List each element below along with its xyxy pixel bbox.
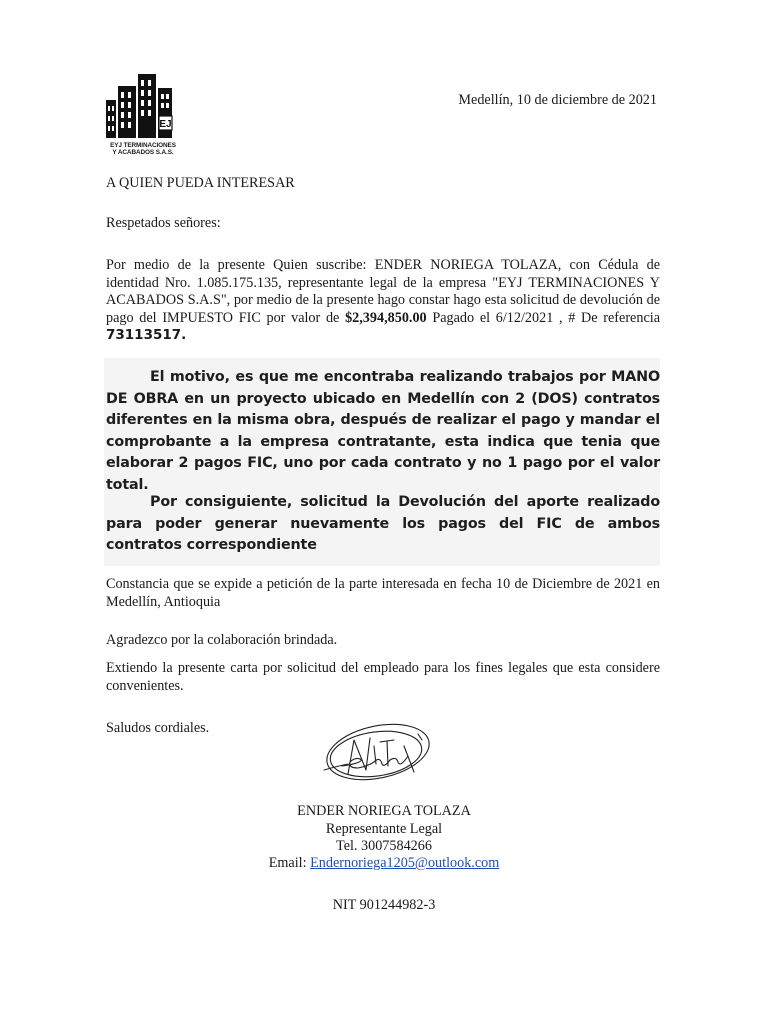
logo-line-2: Y ACABADOS S.A.S. [112,149,174,156]
paragraph-request [106,492,660,557]
letter-date: Medellín, 10 de diciembre de 2021 [458,92,657,108]
paragraph-intro [106,257,660,345]
salutation: Respetados señores: [106,215,221,231]
handwritten-signature-icon [318,716,438,788]
reason-text: El motivo, es que me encontraba realizando trabajos por MANO DE OBRA en un proyecto ubicado en Medellín con 2 (DOS) contratos diferentes en la misma obra, después de realizar el pago y mandar el comprobante a la empresa contratante, esta indica que tenia que elaborar 2 pagos FIC, uno por cada contrato y no 1 pago por el valor total. [106,369,660,493]
company-logo-text [104,142,182,156]
amount-value: $2,394,850.00 [345,309,427,326]
reference-number: 73113517. [106,327,187,343]
intro-after-amount: Pagado el 6/12/2021 , # De referencia [426,309,660,326]
closing-line: Saludos cordiales. [106,720,210,736]
email-link[interactable]: Endernoriega1205@outlook.com [310,855,500,871]
signer-role: Representante Legal [325,821,443,837]
paragraph-purpose: Extiendo la presente carta por solicitud del empleado para los fines legales que esta considere convenientes. [106,660,660,694]
recipient-line: A QUIEN PUEDA INTERESAR [106,175,295,191]
intro-text: Por medio de la presente Quien suscribe: ENDER NORIEGA TOLAZA, con Cédula de identidad Nro. 1.085.175.135, representante legal de la empresa "EYJ TERMINACIONES Y ACABADOS S.A.S", por medio de la presente hago constar hago esta solicitud de devolución de pago del IMPUESTO FIC por valor de [106,257,660,326]
logo-line-1: EYJ TERMINACIONES [110,142,176,149]
signer-email-line [180,855,588,873]
paragraph-reason [106,367,660,496]
email-label: Email: [268,855,311,871]
paragraph-constancia: Constancia que se expide a petición de la parte interesada en fecha 10 de Diciembre de 2021 en Medellín, Antioquia [106,576,660,610]
signer-phone: Tel. 3007584266 [336,838,432,854]
request-text: Por consiguiente, solicitud la Devolución del aporte realizado para poder generar nuevamente los pagos del FIC de ambos contratos correspondiente [106,494,660,553]
signer-name: ENDER NORIEGA TOLAZA [297,803,471,819]
svg-text:EJ: EJ [159,119,172,130]
company-nit: NIT 901244982-3 [332,897,436,913]
paragraph-thanks: Agradezco por la colaboración brindada. [106,632,338,648]
